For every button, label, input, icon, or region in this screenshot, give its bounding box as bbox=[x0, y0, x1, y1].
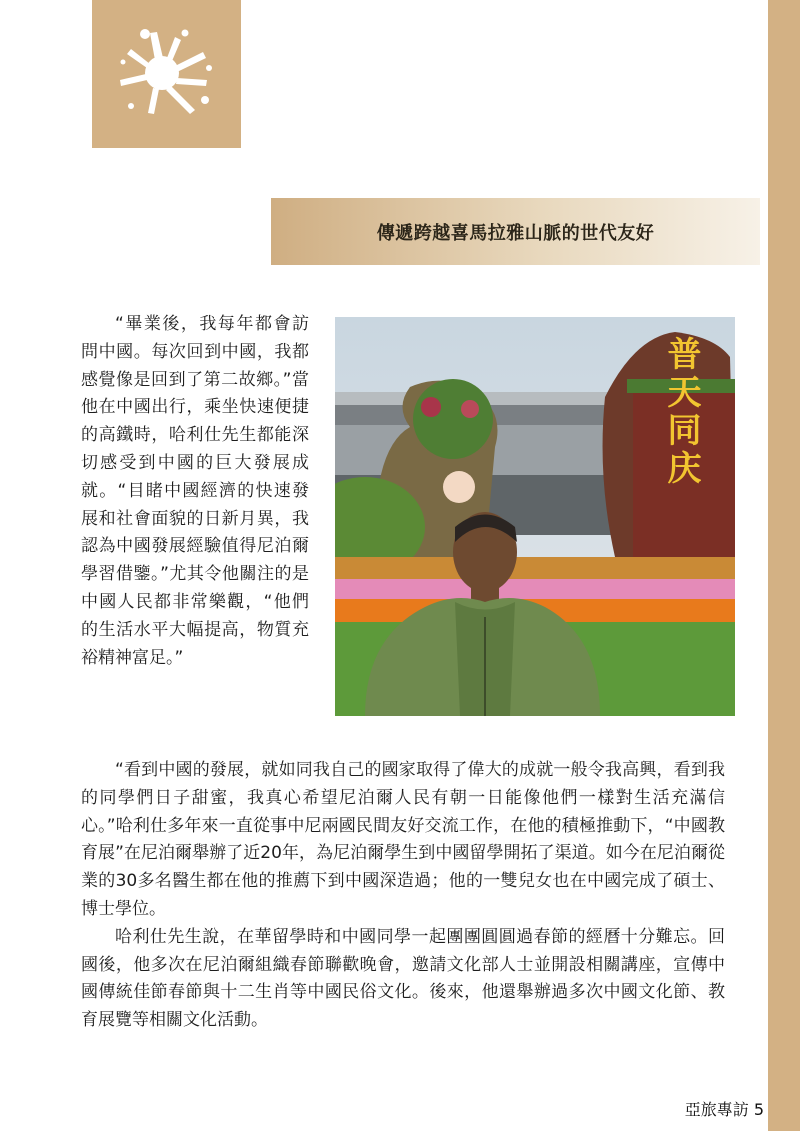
splash-logo-icon bbox=[117, 28, 217, 118]
footer-section: 亞旅專訪 bbox=[684, 1100, 749, 1119]
main-column-text bbox=[81, 757, 725, 1035]
side-accent-bar bbox=[768, 0, 800, 1131]
paragraph-3: 哈利仕先生說，在華留學時和中國同學一起團團圓圓過春節的經曆十分難忘。回國後，他多次在尼泊爾組織春節聯歡晚會，邀請文化部人士並開設相關講座，宣傳中國傳統佳節春節與十二生肖等中國民俗文化。後來，他還舉辦過多次中國文化節、教育展覽等相關文化活動。 bbox=[81, 926, 725, 1031]
article-title-banner bbox=[271, 198, 760, 265]
paragraph-2: “看到中國的發展，就如同我自己的國家取得了偉大的成就一般令我高興，看到我的同學們日子甜蜜，我真心希望尼泊爾人民有朝一日能像他們一樣對生活充滿信心。”哈利仕多年來一直從事中尼兩國民間友好交流工作，在他的積極推動下，“中國教育展”在尼泊爾舉辦了近20年，為尼泊爾學生到中國留學開拓了渠道。如今在尼泊爾從業的30多名醫生都在他的推薦下到中國深造過；他的一雙兒女也在中國完成了碩士、博士學位。 bbox=[81, 760, 725, 919]
logo-box bbox=[92, 0, 241, 148]
article-title: 傳遞跨越喜馬拉雅山脈的世代友好 bbox=[376, 222, 655, 244]
article-photo bbox=[335, 317, 735, 716]
paragraph-left: “畢業後，我每年都會訪問中國。每次回到中國，我都感覺像是回到了第二故鄉。”當他在中國出行，乘坐快速便捷的高鐵時，哈利仕先生都能深切感受到中國的巨大發展成就。“目睹中國經濟的快速發展和社會面貌的日新月異，我認為中國發展經驗值得尼泊爾學習借鑒。”尤其令他關注的是中國人民都非常樂觀，“他們的生活水平大幅提高，物質充裕精神富足。” bbox=[81, 314, 309, 668]
page-footer bbox=[685, 1097, 764, 1120]
page-number: 5 bbox=[753, 1100, 764, 1119]
photo-sign-text: 普天同庆 bbox=[661, 336, 701, 488]
left-column-text bbox=[81, 311, 309, 672]
